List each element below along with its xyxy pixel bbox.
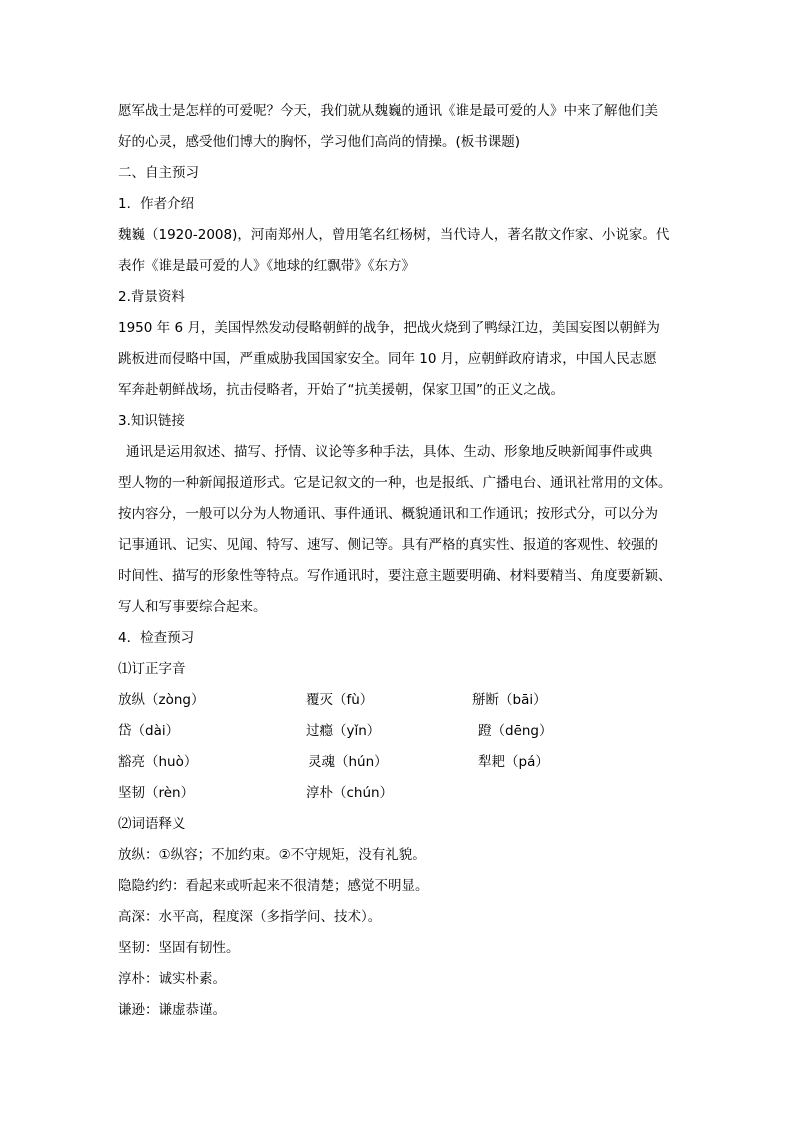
background-line: 军奔赴朝鲜战场，抗击侵略者，开始了“抗美援朝，保家卫国”的正义之战。 xyxy=(118,382,564,398)
knowledge-line: 记事通讯、记实、见闻、特写、速写、侧记等。具有严格的真实性、报道的客观性、较强的 xyxy=(118,537,658,553)
pronunciation-row xyxy=(118,685,678,716)
author-line: 魏巍（1920-2008)，河南郑州人，曾用笔名红杨树，当代诗人，著名散文作家、小说家。代 xyxy=(118,227,670,243)
pronunciation-row xyxy=(118,716,678,747)
pronunciation-item: 掰断（bāi） xyxy=(472,692,547,708)
vocab-item: 高深：水平高，程度深（多指学问、技术）。 xyxy=(118,909,382,925)
pronunciation-row xyxy=(118,778,678,809)
knowledge-line: 按内容分，一般可以分为人物通讯、事件通讯、概貌通讯和工作通讯；按形式分，可以分为 xyxy=(118,506,658,522)
author-line: 表作《谁是最可爱的人》《地球的红飘带》《东方》 xyxy=(118,258,415,274)
pronunciation-item: 过瘾（yǐn） xyxy=(306,723,381,739)
pronunciation-heading: ⑴订正字音 xyxy=(118,661,186,677)
pronunciation-item: 犁耙（pá） xyxy=(478,754,549,770)
knowledge-line: 写人和写事要综合起来。 xyxy=(118,599,267,615)
pronunciation-item: 放纵（zòng） xyxy=(118,692,205,708)
vocab-item: 放纵：①纵容；不加约束。②不守规矩，没有礼貌。 xyxy=(118,847,426,863)
intro-line: 好的心灵，感受他们博大的胸怀，学习他们高尚的情操。(板书课题) xyxy=(118,134,521,150)
vocab-item: 坚韧：坚固有韧性。 xyxy=(118,940,240,956)
vocab-item: 淳朴：诚实朴素。 xyxy=(118,971,226,987)
pronunciation-item: 岱（dài） xyxy=(118,723,180,739)
section-heading: 二、自主预习 xyxy=(118,165,199,181)
pronunciation-item: 蹬（dēng） xyxy=(478,723,553,739)
pronunciation-item: 灵魂（hún） xyxy=(308,754,388,770)
background-heading: 2.背景资料 xyxy=(118,289,185,305)
pronunciation-item: 覆灭（fù） xyxy=(306,692,374,708)
vocab-item: 谦逊：谦虚恭谨。 xyxy=(118,1002,226,1018)
pronunciation-item: 豁亮（huò） xyxy=(118,754,198,770)
background-line: 跳板进而侵略中国，严重威胁我国国家安全。同年 10 月，应朝鲜政府请求，中国人民志愿 xyxy=(118,351,657,367)
pronunciation-item: 淳朴（chún） xyxy=(306,785,394,801)
pronunciation-item: 坚韧（rèn） xyxy=(118,785,195,801)
vocab-heading: ⑵词语释义 xyxy=(118,816,186,832)
knowledge-heading: 3.知识链接 xyxy=(118,413,185,429)
background-line: 1950 年 6 月，美国悍然发动侵略朝鲜的战争，把战火烧到了鸭绿江边，美国妄图以朝鲜为 xyxy=(118,320,660,336)
document-body xyxy=(118,96,678,1026)
knowledge-line: 型人物的一种新闻报道形式。它是记叙文的一种，也是报纸、广播电台、通讯社常用的文体。 xyxy=(118,475,672,491)
pronunciation-item xyxy=(472,778,652,809)
vocab-item: 隐隐约约：看起来或听起来不很清楚；感觉不明显。 xyxy=(118,878,429,894)
knowledge-line: 通讯是运用叙述、描写、抒情、议论等多种手法，具体、生动、形象地反映新闻事件或典 xyxy=(126,444,653,460)
preview-heading: 4．检查预习 xyxy=(118,630,195,646)
knowledge-line: 时间性、描写的形象性等特点。写作通讯时，要注意主题要明确、材料要精当、角度要新颖、 xyxy=(118,568,672,584)
pronunciation-row xyxy=(118,747,678,778)
intro-line: 愿军战士是怎样的可爱呢？今天，我们就从魏巍的通讯《谁是最可爱的人》中来了解他们美 xyxy=(118,103,658,119)
author-heading: 1．作者介绍 xyxy=(118,196,195,212)
